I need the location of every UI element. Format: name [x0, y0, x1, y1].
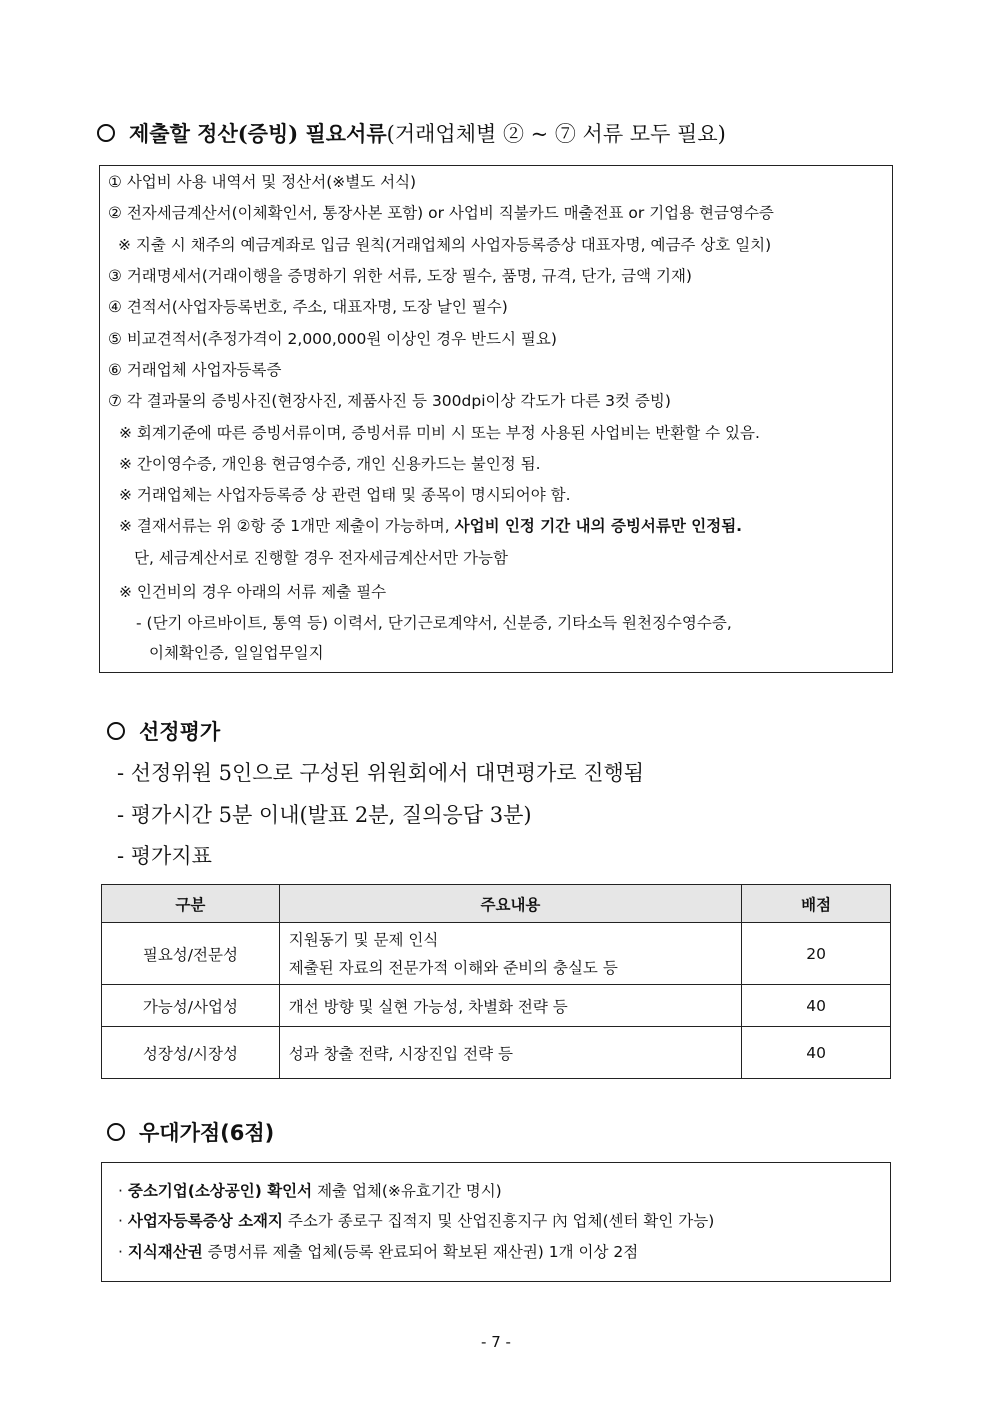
bonus-item-text: 제출 업체(※유효기간 명시)	[312, 1182, 502, 1200]
doc-note-approval	[119, 516, 742, 536]
doc-note-cont: 단, 세금계산서로 진행할 경우 전자세금계산서만 가능함	[134, 549, 508, 567]
header-content: 주요내용	[279, 885, 741, 923]
row-score: 20	[742, 923, 891, 985]
note-prefix: ※ 결재서류는 위 ②항 중 1개만 제출이 가능하며,	[119, 517, 455, 535]
table-row	[102, 923, 891, 985]
section-heading-evaluation	[107, 716, 220, 746]
note-bold: 사업비 인정 기간 내의 증빙서류만 인정됨.	[454, 517, 743, 535]
doc-note: ※ 간이영수증, 개인용 현금영수증, 개인 신용카드는 불인정 됨.	[119, 455, 541, 473]
table-header-row	[102, 885, 891, 923]
section-heading-bonus	[107, 1117, 274, 1147]
page-number: - 7 -	[481, 1333, 511, 1351]
circle-bullet-icon	[107, 722, 125, 740]
bonus-item-bold: 지식재산권	[127, 1243, 203, 1261]
content-line: 제출된 자료의 전문가적 이해와 준비의 충실도 등	[288, 958, 618, 977]
row-category: 성장성/시장성	[102, 1027, 280, 1079]
row-content	[279, 923, 741, 985]
required-documents-box	[99, 165, 893, 673]
doc-line: ⑥ 거래업체 사업자등록증	[108, 361, 282, 379]
doc-note: ※ 회계기준에 따른 증빙서류이며, 증빙서류 미비 시 또는 부정 사용된 사업비는 반환할 수 있음.	[119, 424, 760, 442]
labor-list: - (단기 아르바이트, 통역 등) 이력서, 단기근로계약서, 신분증, 기타소득 원천징수영수증,	[136, 614, 732, 632]
content-line: 지원동기 및 문제 인식	[288, 930, 439, 949]
doc-note: ※ 지출 시 채주의 예금계좌로 입금 원칙(거래업체의 사업자등록증상 대표자명, 예금주 상호 일치)	[118, 236, 772, 254]
header-category: 구분	[102, 885, 280, 923]
bonus-item: · 중소기업(소상공인) 확인서 제출 업체(※유효기간 명시)	[118, 1182, 502, 1200]
bonus-item-text: 증명서류 제출 업체(등록 완료되어 확보된 재산권) 1개 이상 2점	[202, 1243, 639, 1261]
doc-line: ③ 거래명세서(거래이행을 증명하기 위한 서류, 도장 필수, 품명, 규격, 단가, 금액 기재)	[108, 267, 692, 285]
row-score: 40	[742, 1027, 891, 1079]
header-score: 배점	[742, 885, 891, 923]
labor-note: ※ 인건비의 경우 아래의 서류 제출 필수	[119, 583, 387, 601]
section-heading-documents	[97, 118, 726, 148]
table-row	[102, 985, 891, 1027]
row-content: 성과 창출 전략, 시장진입 전략 등	[279, 1027, 741, 1079]
circle-bullet-icon	[107, 1123, 125, 1141]
bonus-item: · 지식재산권 증명서류 제출 업체(등록 완료되어 확보된 재산권) 1개 이상 2점	[118, 1243, 639, 1261]
heading-text: 우대가점(6점)	[139, 1121, 275, 1145]
doc-note: ※ 거래업체는 사업자등록증 상 관련 업태 및 종목이 명시되어야 함.	[119, 486, 571, 504]
labor-list-cont: 이체확인증, 일일업무일지	[149, 644, 324, 662]
evaluation-line: - 평가시간 5분 이내(발표 2분, 질의응답 3분)	[117, 803, 532, 827]
doc-line: ② 전자세금계산서(이체확인서, 통장사본 포함) or 사업비 직불카드 매출전표 or 기업용 현금영수증	[108, 204, 774, 222]
heading-text: 선정평가	[139, 719, 221, 744]
doc-line: ① 사업비 사용 내역서 및 정산서(※별도 서식)	[108, 173, 417, 191]
bonus-points-box	[101, 1162, 891, 1282]
table-row	[102, 1027, 891, 1079]
heading-bold: 제출할 정산(증빙) 필요서류	[129, 121, 387, 146]
row-content: 개선 방향 및 실현 가능성, 차별화 전략 등	[279, 985, 741, 1027]
bonus-item-bold: 중소기업(소상공인) 확인서	[127, 1182, 313, 1200]
bonus-item: · 사업자등록증상 소재지 주소가 종로구 집적지 및 산업진흥지구 內 업체(센터 확인 가능)	[118, 1212, 715, 1230]
row-category: 필요성/전문성	[102, 923, 280, 985]
circle-bullet-icon	[97, 124, 115, 142]
evaluation-table	[101, 884, 891, 1079]
row-category: 가능성/사업성	[102, 985, 280, 1027]
doc-line: ⑦ 각 결과물의 증빙사진(현장사진, 제품사진 등 300dpi이상 각도가 다른 3컷 증빙)	[108, 392, 671, 410]
heading-rest: (거래업체별 ② ~ ⑦ 서류 모두 필요)	[386, 122, 726, 146]
evaluation-line: - 평가지표	[117, 844, 212, 868]
doc-line: ④ 견적서(사업자등록번호, 주소, 대표자명, 도장 날인 필수)	[108, 298, 508, 316]
doc-line: ⑤ 비교견적서(추정가격이 2,000,000원 이상인 경우 반드시 필요)	[108, 330, 557, 348]
evaluation-line: - 선정위원 5인으로 구성된 위원회에서 대면평가로 진행됨	[117, 761, 645, 785]
row-score: 40	[742, 985, 891, 1027]
bonus-item-bold: 사업자등록증상 소재지	[127, 1212, 283, 1230]
bonus-item-text: 주소가 종로구 집적지 및 산업진흥지구 內 업체(센터 확인 가능)	[283, 1212, 715, 1230]
